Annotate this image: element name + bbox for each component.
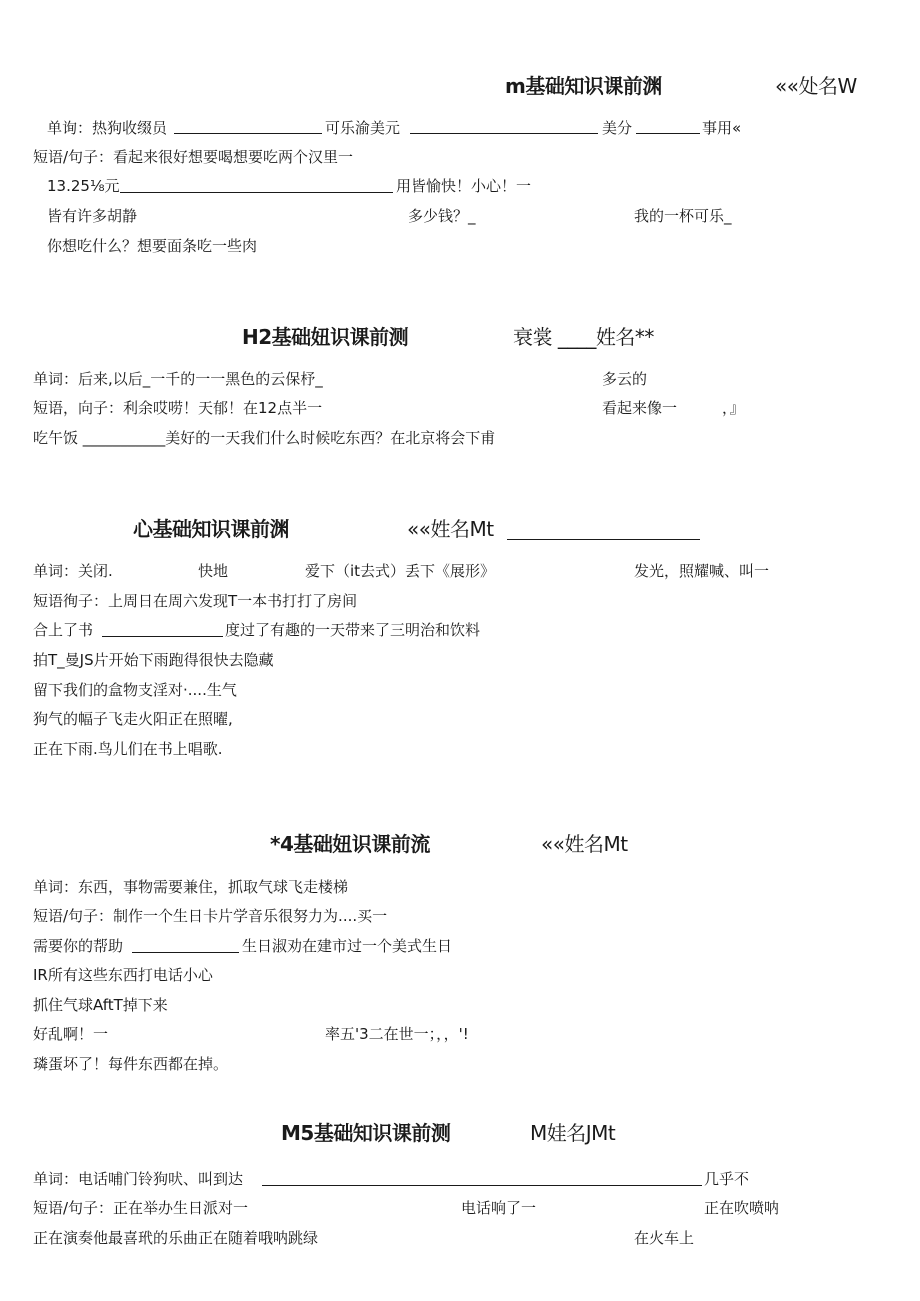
section-4-name-field: ««姓名Mt [541, 832, 628, 856]
section-3-name-field: ««姓名Mt [407, 517, 494, 541]
s2-line1-a: 单词：后来,以后_一千的一一黑色的云保杼_ [33, 370, 323, 388]
s4-line3-a: 需要你的帮助 [33, 937, 124, 955]
s1-line3-b: 用皆愉快！小心！一 [396, 177, 532, 195]
s2-line2-a: 短语，向子：利余哎唠！天郁！在12点半一 [33, 399, 323, 417]
s3-line1-d: 发光，照耀喊、叫一 [634, 562, 770, 580]
s1-blank-3 [636, 133, 700, 134]
s3-line2: 短语徇子：上周日在周六发现T一本书打打了房间 [33, 592, 358, 610]
section-2-title: H2基础妞识课前测 [242, 325, 409, 349]
s4-line6-a: 好乱啊！一 [33, 1025, 109, 1043]
s3-line3-b: 度过了有趣的一天带来了三明治和饮料 [225, 621, 481, 639]
s2-line1-b: 多云的 [602, 370, 648, 388]
s4-line2: 短语/句子：制作一个生日卡片学音乐很努力为....买一 [33, 907, 388, 925]
s1-line1-c: 美分 [602, 119, 633, 137]
section-1-title: m基础知识课前渊 [505, 74, 662, 98]
s1-line1-a: 单询：热狗收缀员 [47, 119, 168, 137]
section-3-title: 心基础知识课前渊 [133, 517, 289, 541]
s1-line3-a: 13.25⅛元 [47, 177, 120, 195]
s3-line5: 留下我们的盒物支淫对·....生气 [33, 681, 237, 699]
s5-line2-a: 短语/句子：正在举办生日派对一 [33, 1199, 249, 1217]
s3-line1-b: 快地 [198, 562, 229, 580]
s3-blank-1 [102, 636, 223, 637]
s4-line3-b: 生日淑劝在建市过一个美式生日 [242, 937, 453, 955]
s1-line4-c: 我的一杯可乐_ [634, 207, 732, 225]
s3-line6: 狗气的幅子飞走火阳正在照曜, [33, 710, 233, 728]
s1-line5: 你想吃什么？想要面条吃一些肉 [47, 237, 258, 255]
s1-line1-d: 事用« [702, 119, 742, 137]
s3-line1-c: 爱下（it去式）丢下《展形》 [305, 562, 496, 580]
s5-line3-a: 正在演奏他最喜玳的乐曲正在随着哦呐跳绿 [33, 1229, 319, 1247]
s4-line5: 抓住气球AftT掉下来 [33, 996, 168, 1014]
s1-line1-b: 可乐渝美元 [325, 119, 401, 137]
section-4-title: *4基础妞识课前流 [270, 832, 430, 856]
s1-blank-1 [174, 133, 322, 134]
s5-line3-b: 在火车上 [634, 1229, 695, 1247]
s1-blank-4 [120, 192, 393, 193]
s1-line2: 短语/句子：看起来很好想要喝想要吃两个汉里一 [33, 148, 354, 166]
s2-line3: 吃午饭 ___________美好的一天我们什么时候吃东西？在北京将会下甫 [33, 429, 496, 447]
s3-line1-a: 单词：关闭. [33, 562, 113, 580]
s5-blank-1 [262, 1185, 702, 1186]
section-5-name-field: M娃名JMt [530, 1121, 616, 1145]
section-5-title: M5基础知识课前测 [281, 1121, 451, 1145]
s5-line1-a: 单词：电话哺门铃狗吠、叫到达 [33, 1170, 244, 1188]
s1-line4-a: 皆有许多胡静 [47, 207, 138, 225]
s3-line4: 拍T_曼JS片开始下雨跑得很快去隐藏 [33, 651, 274, 669]
s5-line1-b: 几乎不 [704, 1170, 750, 1188]
s4-line4: IR所有这些东西打电话小心 [33, 966, 213, 984]
s4-line7: 璘蛋坏了！每件东西都在掉。 [33, 1055, 229, 1073]
section-2-name-field: 衰裳 ____姓名** [513, 325, 654, 349]
s1-blank-2 [410, 133, 598, 134]
s4-blank-1 [132, 952, 239, 953]
s1-line4-b: 多少钱？_ [408, 207, 476, 225]
s4-line6-b: 率五'3二在世一；，，'! [325, 1025, 469, 1043]
section-1-name-field: ««处名W [775, 74, 857, 98]
s2-line2-b: 看起来像一 ，』 [602, 399, 745, 417]
s4-line1: 单词：东西，事物需要兼住，抓取气球飞走楼梯 [33, 878, 349, 896]
s5-line2-b: 电话响了一 [461, 1199, 537, 1217]
s5-line2-c: 正在吹喷呐 [704, 1199, 780, 1217]
s3-line3-a: 合上了书 [33, 621, 94, 639]
s3-name-blank [507, 539, 700, 540]
s3-line7: 正在下雨.鸟儿们在书上唱歌. [33, 740, 223, 758]
